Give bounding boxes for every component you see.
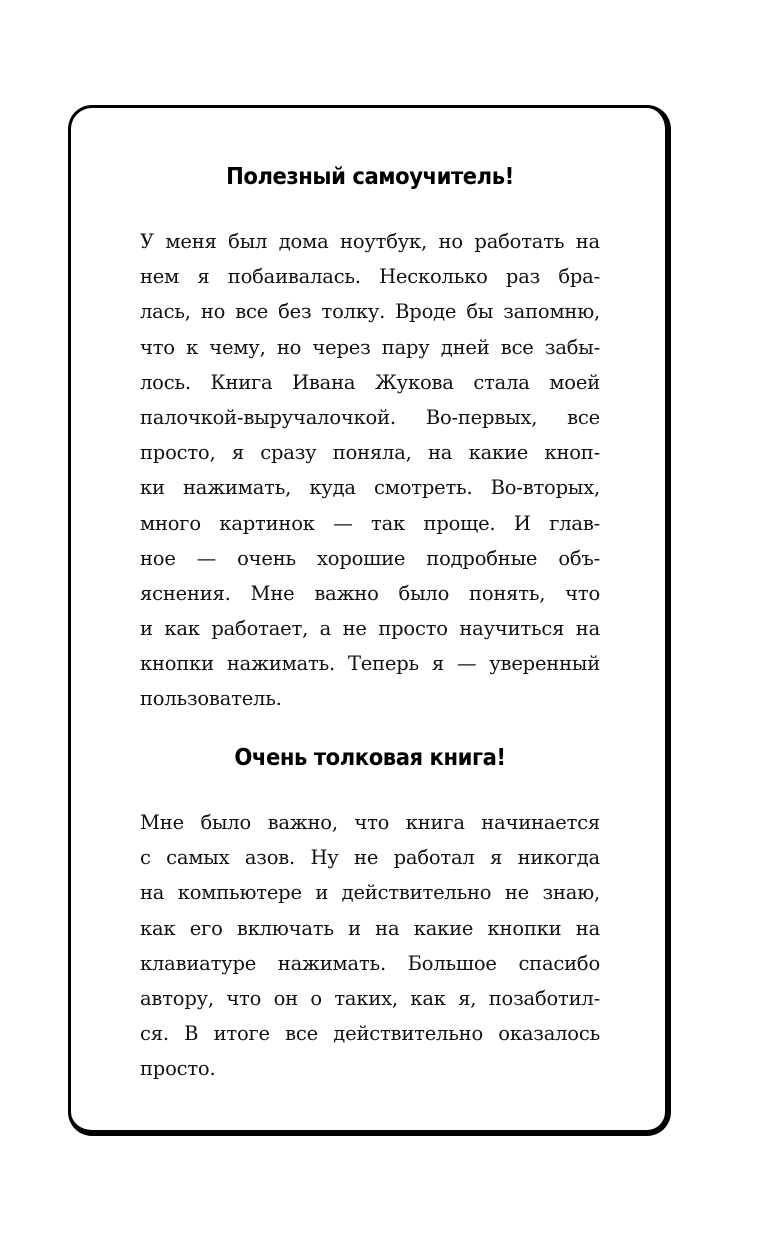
text-line: с самых азов. Ну не работал я никогда xyxy=(140,846,600,870)
review-1 xyxy=(140,164,600,717)
text-line: автору, что он о таких, как я, позаботил- xyxy=(140,986,600,1010)
text-line: Мне было важно, что книга начинается xyxy=(140,811,600,834)
text-line: яснения. Мне важно было понять, что xyxy=(140,581,600,605)
text-line: нем я побаивалась. Несколько раз бра- xyxy=(140,265,600,289)
text-line: лась, но все без толку. Вроде бы запомню, xyxy=(140,300,600,324)
review-title: Полезный самоучитель! xyxy=(226,164,514,190)
text-line: кнопки нажимать. Теперь я — уверенный xyxy=(140,652,600,676)
text-line: ки нажимать, куда смотреть. Во-вторых, xyxy=(140,476,600,500)
text-line: как его включать и на какие кнопки на xyxy=(140,916,600,940)
text-line: и как работает, а не просто научиться на xyxy=(140,617,600,641)
text-line: что к чему, но через пару дней все забы- xyxy=(140,335,600,359)
review-title: Очень толковая книга! xyxy=(234,745,506,771)
text-line: много картинок — так проще. И глав- xyxy=(140,511,600,535)
text-line: ся. В итоге все действительно оказалось xyxy=(140,1022,600,1046)
review-body xyxy=(140,805,600,1087)
text-line: лось. Книга Ивана Жукова стала моей xyxy=(140,370,600,394)
review-2 xyxy=(140,745,600,1087)
text-line: на компьютере и действительно не знаю, xyxy=(140,881,600,905)
text-line: палочкой-выручалочкой. Во-первых, все xyxy=(140,405,600,429)
text-line: пользователь. xyxy=(140,687,282,711)
text-line: У меня был дома ноутбук, но работать на xyxy=(140,230,600,253)
text-line: ное — очень хорошие подробные объ- xyxy=(140,546,600,570)
review-body xyxy=(140,224,600,717)
text-line: клавиатуре нажимать. Большое спасибо xyxy=(140,951,600,975)
text-line: просто, я сразу поняла, на какие кноп- xyxy=(140,441,600,465)
text-line: просто. xyxy=(140,1057,216,1081)
